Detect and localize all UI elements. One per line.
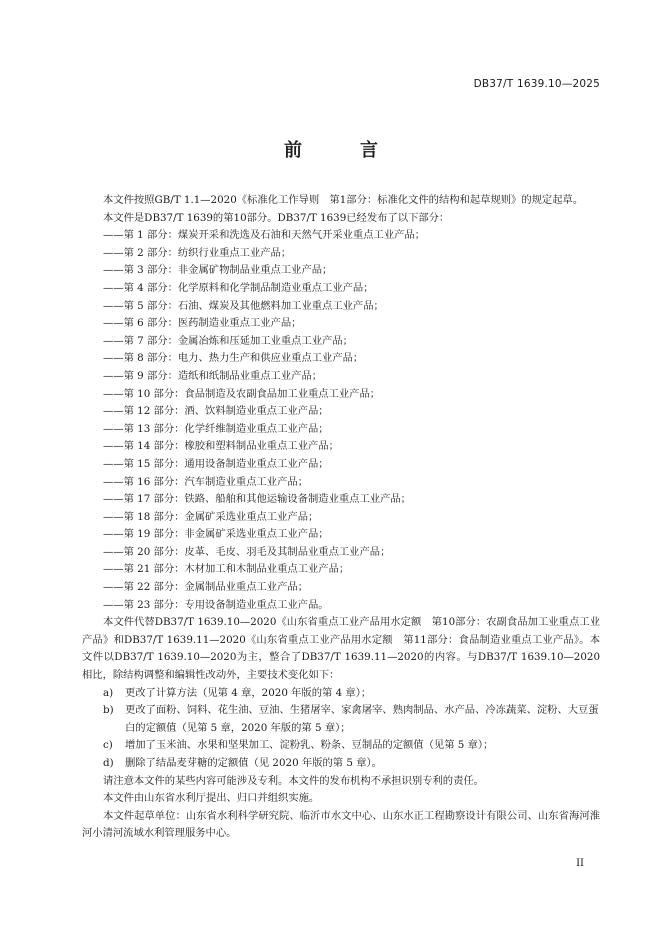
- list-item: ——第 22 部分：金属制品业重点工业产品；: [103, 581, 308, 594]
- parts-list: [82, 227, 600, 614]
- change-text: 更改了计算方法（见第 4 章，2020 年版的第 4 章）；: [125, 686, 372, 699]
- intro-paragraph: 本文件按照GB/T 1.1—2020《标准化工作导则 第1部分：标准化文件的结构和起草规则》的规定起草。: [103, 194, 584, 206]
- document-code: DB37/T 1639.10—2025: [473, 78, 600, 90]
- list-item: ——第 15 部分：通用设备制造业重点工业产品；: [103, 457, 329, 470]
- change-marker: c): [103, 739, 113, 752]
- list-item: ——第 1 部分：煤炭开采和洗选及石油和天然气开采业重点工业产品；: [103, 229, 426, 242]
- change-marker: b): [103, 704, 114, 717]
- replacement-paragraph: 本文件代替DB37/T 1639.10—2020《山东省重点工业产品用水定额 第10部分：农副食品加工业重点工业产品》和DB37/T 1639.11—2020《山东省重点工业产品用水定额 第11部分：食品制造业重点工业产品》。本文件以DB37/T 1639.10—2020为主，整合了DB37/T 1639.11—2020的内容。与DB37/T 1639.10—2020相比，除结构调整和编辑性改动外，主要技术变化如下：: [82, 616, 600, 682]
- change-item: [82, 737, 600, 755]
- list-item: ——第 16 部分：汽车制造业重点工业产品；: [103, 475, 308, 488]
- proposer-paragraph: 本文件由山东省水利厅提出、归口并组织实施。: [103, 792, 320, 805]
- list-item: ——第 14 部分：橡胶和塑料制品业重点工业产品；: [103, 440, 339, 453]
- list-item: ——第 18 部分：金属矿采选业重点工业产品；: [103, 510, 319, 523]
- list-item: ——第 7 部分：金属冶炼和压延加工业重点工业产品；: [103, 334, 353, 347]
- list-item: ——第 3 部分：非金属矿物制品业重点工业产品；: [103, 264, 333, 277]
- list-item: ——第 21 部分：木材加工和木制品业重点工业产品；: [103, 563, 350, 576]
- foreword-body: [82, 192, 600, 843]
- change-item: [82, 702, 600, 737]
- page-title: 前 言: [284, 140, 398, 161]
- change-marker: a): [103, 686, 114, 699]
- list-item: ——第 17 部分：铁路、船舶和其他运输设备制造业重点工业产品；: [103, 493, 411, 506]
- list-item: ——第 19 部分：非金属矿采选业重点工业产品；: [103, 528, 329, 541]
- list-item: ——第 20 部分：皮革、毛皮、羽毛及其制品业重点工业产品；: [103, 545, 391, 558]
- page-number: II: [576, 858, 584, 869]
- changes-list: [82, 685, 600, 773]
- list-item: ——第 6 部分：医药制造业重点工业产品；: [103, 317, 302, 330]
- change-text: 增加了玉米油、水果和坚果加工、淀粉乳、粉条、豆制品的定额值（见第 5 章）；: [125, 739, 494, 752]
- change-marker: d): [103, 757, 114, 769]
- list-item: ——第 2 部分：纺织行业重点工业产品；: [103, 246, 292, 259]
- list-item: ——第 5 部分：石油、煤炭及其他燃料加工业重点工业产品；: [103, 299, 384, 312]
- patent-notice: 请注意本文件的某些内容可能涉及专利。本文件的发布机构不承担识别专利的责任。: [103, 774, 484, 787]
- change-text: 更改了面粉、饲料、花生油、豆油、生猪屠宰、家禽屠宰、熟肉制品、水产品、冷冻蔬菜、淀粉、大豆蛋白的定额值（见第 5 章，2020 年版的第 5 章）；: [125, 704, 599, 734]
- list-item: ——第 10 部分：食品制造及农副食品加工业重点工业产品；: [103, 387, 381, 400]
- change-item: [82, 755, 600, 773]
- intro-paragraph: 本文件是DB37/T 1639的第10部分。DB37/T 1639已经发布了以下部分：: [103, 211, 450, 224]
- list-item: ——第 4 部分：化学原料和化学制品制造业重点工业产品；: [103, 281, 374, 294]
- list-item: ——第 12 部分：酒、饮料制造业重点工业产品；: [103, 405, 329, 418]
- list-item: ——第 13 部分：化学纤维制造业重点工业产品；: [103, 422, 329, 435]
- change-text: 删除了结晶麦芽糖的定额值（见 2020 年版的第 5 章）。: [125, 757, 382, 769]
- list-item: ——第 23 部分：专用设备制造业重点工业产品。: [103, 598, 329, 611]
- change-item: [82, 685, 600, 703]
- list-item: ——第 8 部分：电力、热力生产和供应业重点工业产品；: [103, 352, 364, 365]
- drafting-units-paragraph: 本文件起草单位：山东省水利科学研究院、临沂市水文中心、山东水正工程勘察设计有限公司、山东省海河淮河小清河流域水利管理服务中心。: [82, 809, 600, 840]
- list-item: ——第 9 部分：造纸和纸制品业重点工业产品；: [103, 369, 323, 382]
